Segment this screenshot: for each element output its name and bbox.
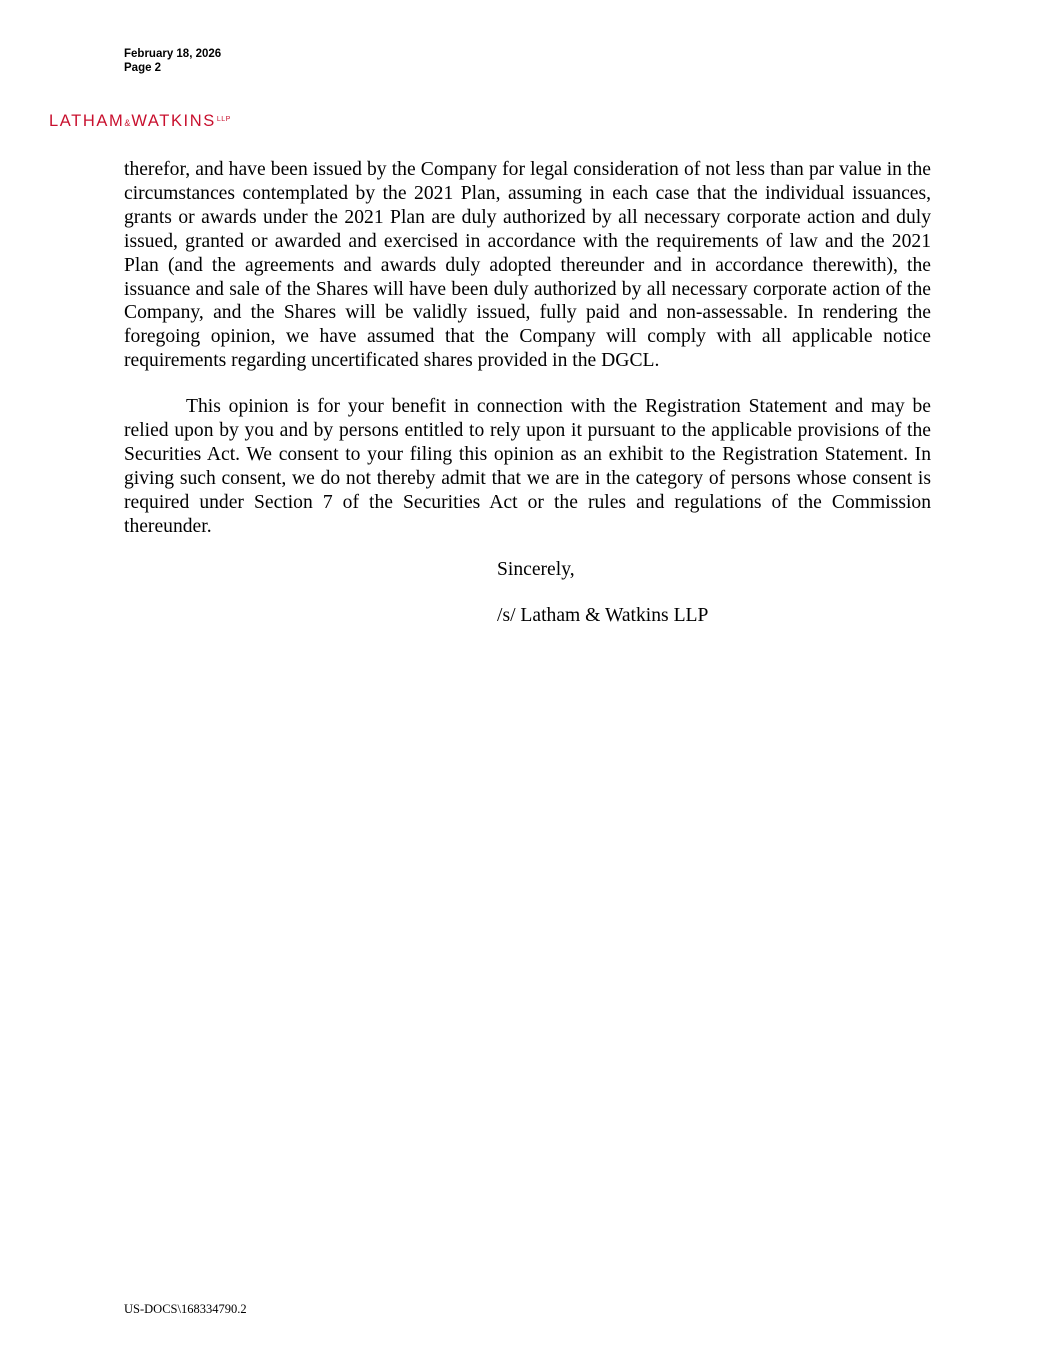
logo-ampersand: & [124,118,131,128]
document-id-footer: US-DOCS\168334790.2 [124,1302,247,1316]
logo-suffix-llp: LLP [216,116,231,123]
page-header [124,47,221,75]
logo-text-latham: LATHAM [49,112,125,130]
body-paragraph-1: therefor, and have been issued by the Company for legal consideration of not less than par value in the circumstances contemplated by the 2021 Plan, assuming in each case that the individual issuances, grants or awards under the 2021 Plan are duly authorized by all necessary corporate action and duly issued, granted or awarded and exercised in accordance with the requirements of law and the 2021 Plan (and the agreements and awards duly adopted thereunder and in accordance therewith), the issuance and sale of the Shares will have been duly authorized by all necessary corporate action of the Company, and the Shares will be validly issued, fully paid and non-assessable. In rendering the foregoing opinion, we have assumed that the Company will comply with all applicable notice requirements regarding uncertificated shares provided in the DGCL. [124,159,931,372]
logo-text-watkins: WATKINS [131,112,216,130]
firm-logo [49,110,231,133]
closing-salutation: Sincerely, [497,559,575,580]
header-page-number: Page 2 [124,62,162,74]
letter-body [124,158,931,539]
body-paragraph-2: This opinion is for your benefit in connection with the Registration Statement and may be relied upon by you and by persons entitled to rely upon it pursuant to the applicable provisions of the Securities Act. We consent to your filing this opinion as an exhibit to the Registration Statement. In giving such consent, we do not thereby admit that we are in the category of persons whose consent is required under Section 7 of the Securities Act or the rules and regulations of the Commission thereunder. [124,396,931,537]
signature-line: /s/ Latham & Watkins LLP [497,605,709,626]
header-date: February 18, 2026 [124,48,222,60]
